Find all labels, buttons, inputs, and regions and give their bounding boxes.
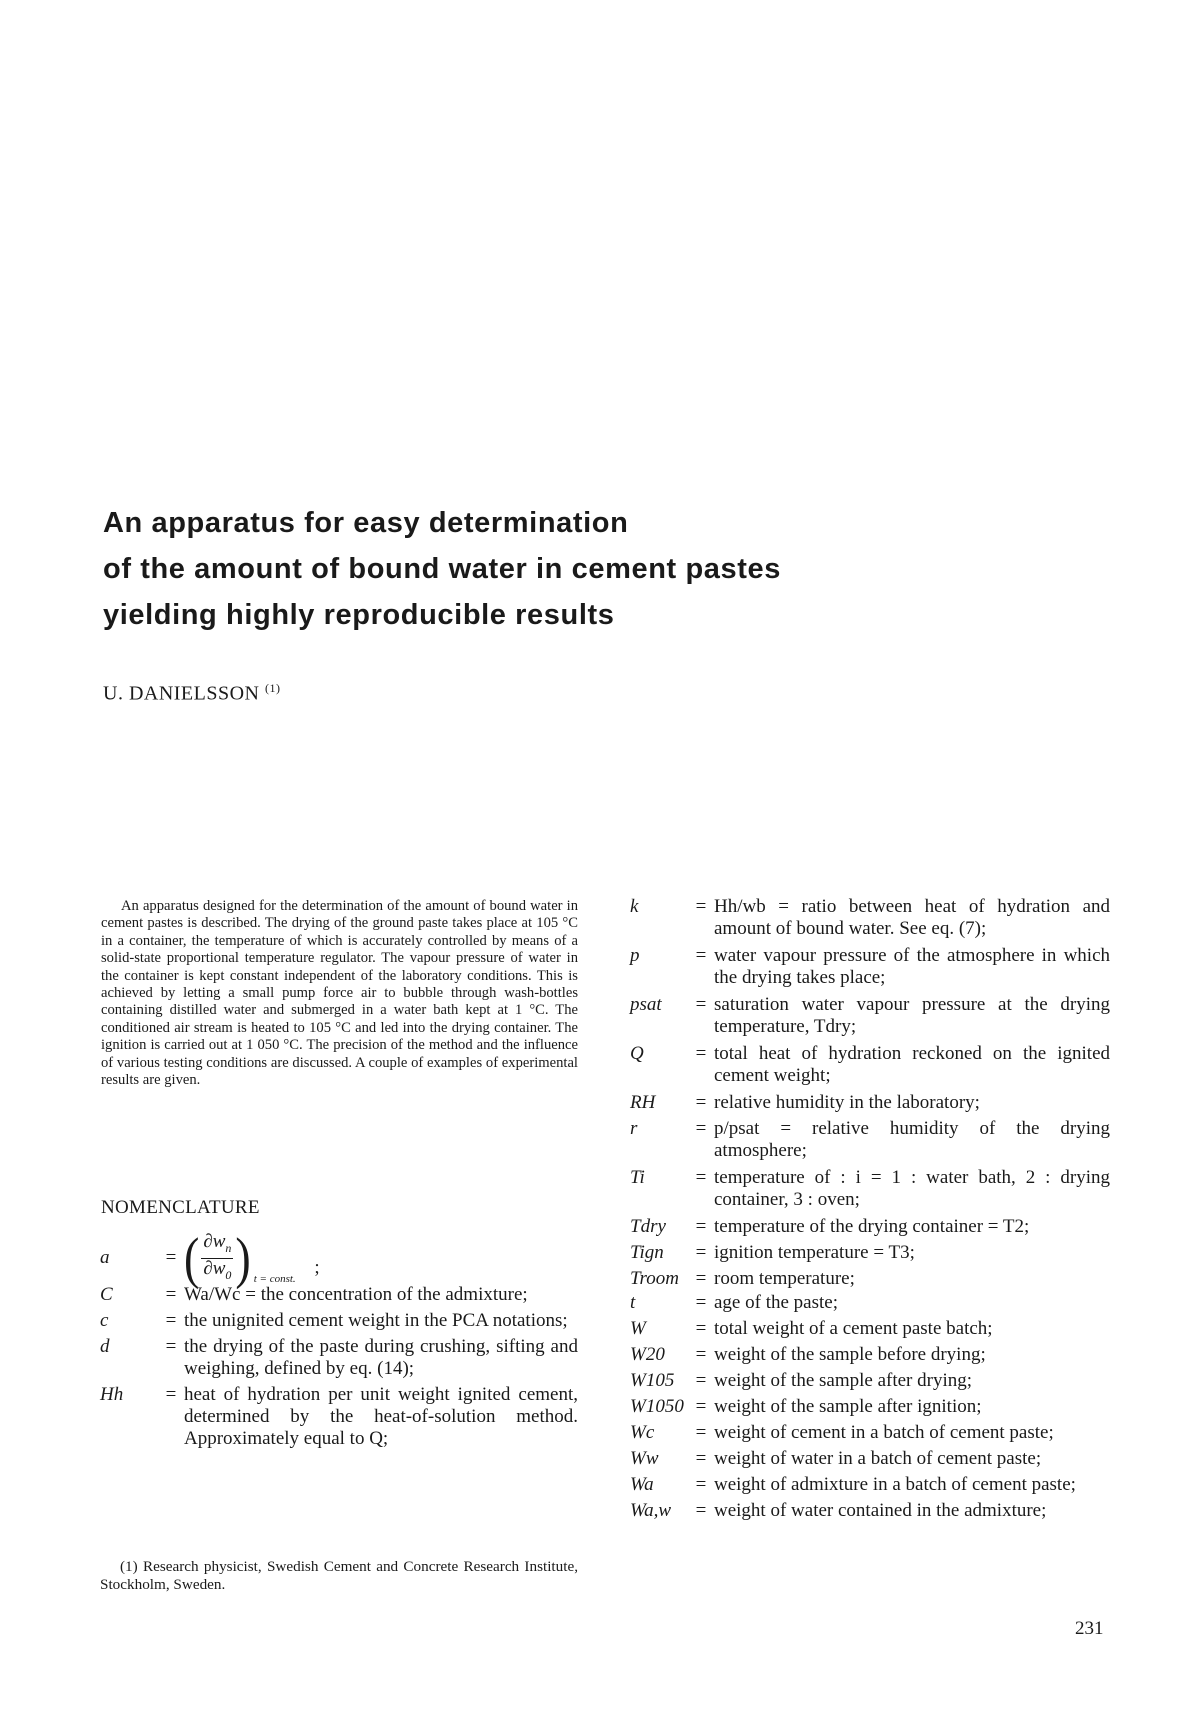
equals-sign: = xyxy=(695,1118,707,1139)
title-line-3: yielding highly reproducible results xyxy=(103,599,615,631)
footnote: (1) Research physicist, Swedish Cement and Concrete Research Institute, Stockholm, Sweden. xyxy=(100,1558,578,1593)
equals-sign: = xyxy=(695,945,707,966)
nomenclature-symbol: Tign xyxy=(630,1242,664,1263)
nomenclature-symbol: d xyxy=(100,1336,110,1357)
equals-sign: = xyxy=(695,994,707,1015)
nomenclature-symbol: p xyxy=(630,945,640,966)
author-name: U. DANIELSSON xyxy=(103,682,260,705)
nomenclature-definition: total heat of hydration reckoned on the ignited cement weight; xyxy=(714,1043,1110,1086)
nomenclature-entry xyxy=(630,1292,1110,1314)
nomenclature-definition: relative humidity in the laboratory; xyxy=(714,1092,980,1113)
nomenclature-symbol: C xyxy=(100,1284,113,1305)
nomenclature-definition: weight of the sample after drying; xyxy=(714,1370,973,1391)
nomenclature-entry xyxy=(630,1370,1110,1392)
nomenclature-entry xyxy=(100,1284,578,1306)
nomenclature-symbol: Q xyxy=(630,1043,644,1064)
author-footnote-mark: (1) xyxy=(265,681,281,695)
equals-sign: = xyxy=(695,1043,707,1064)
abstract: An apparatus designed for the determination of the amount of bound water in cement pastes is described. The drying of the ground paste takes place at 105 °C in a container, the temperature of which is accurately controlled by means of a solid-state proportional temperature regulator. The vapour pressure of water in the container is kept constant independent of the laboratory conditions. This is achieved by letting a small pump force air to bubble through wash-bottles containing distilled water and submerged in a water bath kept at 1 °C. The conditioned air stream is heated to 105 °C and led into the drying container. The ignition is carried out at 1 050 °C. The precision of the method and the influence of various testing conditions are discussed. A couple of examples of experimental results are given. xyxy=(101,898,578,1089)
equals-sign: = xyxy=(165,1284,177,1305)
nomenclature-entry xyxy=(630,1216,1110,1238)
nomenclature-definition: weight of water contained in the admixture; xyxy=(714,1500,1047,1521)
equals-sign: = xyxy=(695,1167,707,1188)
nomenclature-left-column xyxy=(100,1225,578,1454)
nomenclature-definition: weight of the sample after ignition; xyxy=(714,1396,982,1417)
nomenclature-definition: weight of admixture in a batch of cement paste; xyxy=(714,1474,1076,1495)
nomenclature-definition: temperature of the drying container = T2; xyxy=(714,1216,1030,1237)
nomenclature-symbol: c xyxy=(100,1310,109,1331)
nomenclature-symbol: Wc xyxy=(630,1422,655,1443)
nomenclature-symbol: Tdry xyxy=(630,1216,666,1237)
equals-sign: = xyxy=(165,1336,177,1357)
equals-sign: = xyxy=(695,1318,707,1339)
equals-sign: = xyxy=(695,1344,707,1365)
nomenclature-entry xyxy=(630,1422,1110,1444)
nomenclature-definition: p/psat = relative humidity of the drying atmosphere; xyxy=(714,1118,1110,1161)
nomenclature-symbol: t xyxy=(630,1292,636,1313)
nomenclature-symbol: Wa xyxy=(630,1474,654,1495)
nomenclature-entry xyxy=(630,1474,1110,1496)
equals-sign: = xyxy=(695,1396,707,1417)
nomenclature-entry xyxy=(100,1310,578,1332)
nomenclature-entry xyxy=(100,1336,578,1380)
nomenclature-entry xyxy=(630,994,1110,1038)
nomenclature-definition: weight of cement in a batch of cement paste; xyxy=(714,1422,1054,1443)
page-number: 231 xyxy=(1075,1618,1104,1639)
author-line xyxy=(103,681,281,706)
nomenclature-symbol: r xyxy=(630,1118,638,1139)
nomenclature-heading: NOMENCLATURE xyxy=(101,1197,260,1218)
nomenclature-entry xyxy=(630,1167,1110,1211)
nomenclature-definition: total weight of a cement paste batch; xyxy=(714,1318,993,1339)
nomenclature-symbol: psat xyxy=(630,994,662,1015)
nomenclature-definition: the unignited cement weight in the PCA notations; xyxy=(184,1310,568,1331)
equals-sign: = xyxy=(165,1384,177,1405)
nomenclature-entry xyxy=(630,1118,1110,1162)
nomenclature-symbol: W20 xyxy=(630,1344,665,1365)
nomenclature-definition: water vapour pressure of the atmosphere in which the drying takes place; xyxy=(714,945,1110,988)
nomenclature-symbol: Troom xyxy=(630,1268,679,1289)
nomenclature-symbol: Ti xyxy=(630,1167,645,1188)
title-line-2: of the amount of bound water in cement pastes xyxy=(103,553,781,585)
equals-sign: = xyxy=(165,1310,177,1331)
nomenclature-symbol: W1050 xyxy=(630,1396,684,1417)
nomenclature-entry xyxy=(630,1500,1110,1522)
formula-numerator: ∂w xyxy=(203,1230,226,1252)
nomenclature-definition: saturation water vapour pressure at the drying temperature, Tdry; xyxy=(714,994,1110,1037)
nomenclature-symbol: Ww xyxy=(630,1448,659,1469)
equals-sign: = xyxy=(695,1092,707,1113)
nomenclature-definition: ignition temperature = T3; xyxy=(714,1242,915,1263)
nomenclature-entry-a xyxy=(100,1225,578,1290)
nomenclature-entry xyxy=(630,1318,1110,1340)
nomenclature-entry xyxy=(630,1092,1110,1114)
nomenclature-symbol: Hh xyxy=(100,1384,124,1405)
partial-derivative-formula: ( $\frac{\partial w_n}{\partial w_0}$ ) t = const. ; xyxy=(184,1225,320,1290)
equals-sign: = xyxy=(695,1448,707,1469)
nomenclature-symbol: Wa,w xyxy=(630,1500,672,1521)
nomenclature-definition: room temperature; xyxy=(714,1268,855,1289)
paper-title xyxy=(103,500,1003,638)
nomenclature-symbol: RH xyxy=(630,1092,656,1113)
nomenclature-definition: Wa/Wc = the concentration of the admixture; xyxy=(184,1284,528,1305)
nomenclature-definition: weight of water in a batch of cement paste; xyxy=(714,1448,1042,1469)
equals-sign: = xyxy=(695,1268,707,1289)
nomenclature-definition: the drying of the paste during crushing, sifting and weighing, defined by eq. (14); xyxy=(184,1336,578,1379)
equals-sign: = xyxy=(695,1474,707,1495)
nomenclature-symbol: a xyxy=(100,1247,110,1268)
nomenclature-entry xyxy=(630,1396,1110,1418)
nomenclature-entry xyxy=(100,1384,578,1450)
nomenclature-definition: heat of hydration per unit weight ignited cement, determined by the heat-of-solution method. Approximately equal to Q; xyxy=(184,1384,578,1449)
equals-sign: = xyxy=(695,1292,707,1313)
nomenclature-entry xyxy=(630,1043,1110,1087)
nomenclature-entry xyxy=(630,1268,1110,1290)
equals-sign: = xyxy=(695,896,707,917)
nomenclature-definition: age of the paste; xyxy=(714,1292,838,1313)
nomenclature-right-column xyxy=(630,896,1110,1526)
formula-condition: t = const. xyxy=(253,1273,296,1286)
equals-sign: = xyxy=(695,1500,707,1521)
equals-sign: = xyxy=(695,1216,707,1237)
equals-sign: = xyxy=(165,1247,177,1268)
nomenclature-entry xyxy=(630,896,1110,940)
nomenclature-definition: temperature of : i = 1 : water bath, 2 : drying container, 3 : oven; xyxy=(714,1167,1110,1210)
nomenclature-definition: weight of the sample before drying; xyxy=(714,1344,986,1365)
equals-sign: = xyxy=(695,1422,707,1443)
formula-denominator: ∂w xyxy=(203,1257,226,1279)
nomenclature-entry xyxy=(630,945,1110,989)
nomenclature-entry xyxy=(630,1448,1110,1470)
nomenclature-symbol: W xyxy=(630,1318,646,1339)
nomenclature-entry xyxy=(630,1344,1110,1366)
nomenclature-symbol: W105 xyxy=(630,1370,675,1391)
equals-sign: = xyxy=(695,1242,707,1263)
nomenclature-entry xyxy=(630,1242,1110,1264)
nomenclature-symbol: k xyxy=(630,896,639,917)
equals-sign: = xyxy=(695,1370,707,1391)
nomenclature-definition: Hh/wb = ratio between heat of hydration and amount of bound water. See eq. (7); xyxy=(714,896,1110,939)
title-line-1: An apparatus for easy determination xyxy=(103,507,629,539)
